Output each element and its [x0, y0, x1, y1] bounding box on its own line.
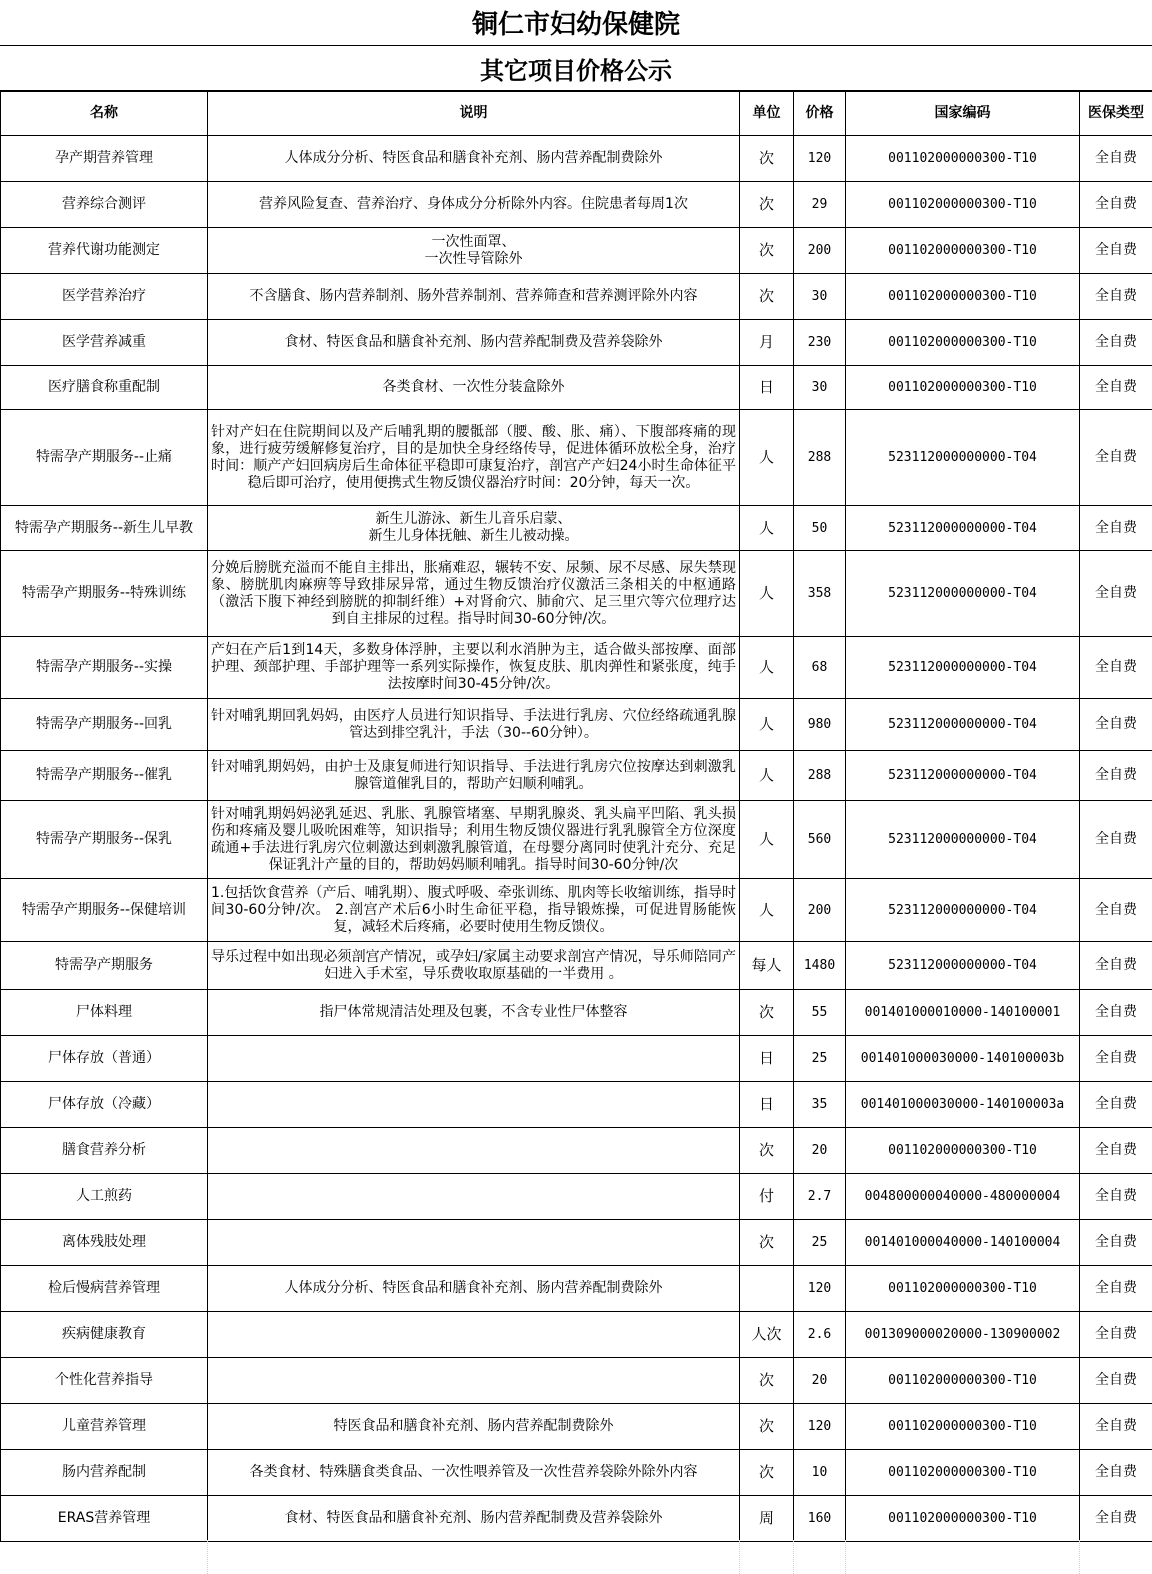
- item-insurance-type: 全自费: [1080, 182, 1152, 228]
- empty-grid-area: [0, 1540, 1152, 1574]
- item-insurance-type: 全自费: [1080, 1082, 1152, 1128]
- item-description: 针对产妇在住院期间以及产后哺乳期的腰骶部（腰、酸、胀、痛）、下腹部疼痛的现象，进行疲劳缓解修复治疗，目的是加快全身经络传导，促进体循环放松全身，治疗时间：顺产产妇回病房后生命体征平稳即可康复治疗，剖宫产产妇24小时生命体征平稳后即可治疗，使用便携式生物反馈仪器治疗时间：20分钟，每天一次。: [208, 410, 740, 506]
- item-unit: 付: [740, 1174, 794, 1220]
- table-row: [1, 990, 1152, 1036]
- item-name: 人工煎药: [1, 1174, 208, 1220]
- item-national-code: 523112000000000-T04: [846, 699, 1080, 751]
- item-unit: 次: [740, 182, 794, 228]
- table-row: [1, 637, 1152, 699]
- item-description: 各类食材、特殊膳食类食品、一次性喂养管及一次性营养袋除外除外内容: [208, 1450, 740, 1496]
- item-insurance-type: 全自费: [1080, 990, 1152, 1036]
- table-row: [1, 1128, 1152, 1174]
- item-unit: 人: [740, 751, 794, 801]
- item-price: 200: [794, 879, 846, 942]
- item-name: 医学营养减重: [1, 320, 208, 366]
- item-national-code: 523112000000000-T04: [846, 637, 1080, 699]
- item-national-code: 001102000000300-T10: [846, 1450, 1080, 1496]
- table-row: [1, 942, 1152, 990]
- item-unit: 次: [740, 990, 794, 1036]
- item-name: 特需孕产期服务--保健培训: [1, 879, 208, 942]
- item-unit: 次: [740, 1358, 794, 1404]
- item-national-code: 001102000000300-T10: [846, 1358, 1080, 1404]
- table-row: [1, 1266, 1152, 1312]
- item-description: 一次性面罩、 一次性导管除外: [208, 228, 740, 274]
- table-row: [1, 551, 1152, 637]
- column-header-unit: 单位: [740, 92, 794, 136]
- item-national-code: 001401000040000-140100004: [846, 1220, 1080, 1266]
- item-unit: 日: [740, 1036, 794, 1082]
- column-header-insurance: 医保类型: [1080, 92, 1152, 136]
- item-description: 食材、特医食品和膳食补充剂、肠内营养配制费及营养袋除外: [208, 320, 740, 366]
- table-row: [1, 1404, 1152, 1450]
- item-description: 导乐过程中如出现必须剖宫产情况，或孕妇/家属主动要求剖宫产情况，导乐师陪同产妇进入手术室，导乐费收取原基础的一半费用 。: [208, 942, 740, 990]
- item-description: [208, 1128, 740, 1174]
- item-price: 20: [794, 1358, 846, 1404]
- item-price: 560: [794, 801, 846, 879]
- item-description: [208, 1036, 740, 1082]
- item-name: ERAS营养管理: [1, 1496, 208, 1542]
- item-insurance-type: 全自费: [1080, 228, 1152, 274]
- item-name: 尸体存放（冷藏）: [1, 1082, 208, 1128]
- grid-line: [793, 1540, 794, 1574]
- column-header-price: 价格: [794, 92, 846, 136]
- item-description: 人体成分分析、特医食品和膳食补充剂、肠内营养配制费除外: [208, 1266, 740, 1312]
- item-price: 2.6: [794, 1312, 846, 1358]
- item-name: 特需孕产期服务--特殊训练: [1, 551, 208, 637]
- item-description: [208, 1082, 740, 1128]
- item-name: 特需孕产期服务--保乳: [1, 801, 208, 879]
- item-description: 针对哺乳期妈妈泌乳延迟、乳胀、乳腺管堵塞、早期乳腺炎、乳头扁平凹陷、乳头损伤和疼痛及婴儿吸吮困难等，知识指导；利用生物反馈仪器进行乳乳腺管全方位深度疏通+手法进行乳房穴位刺激达到刺激乳腺管道，在母婴分离同时使乳汁充分、充足保证乳汁产量的目的，帮助妈妈顺利哺乳。指导时间30-60分钟/次: [208, 801, 740, 879]
- item-name: 特需孕产期服务--回乳: [1, 699, 208, 751]
- item-insurance-type: 全自费: [1080, 1036, 1152, 1082]
- page-subtitle: 其它项目价格公示: [0, 46, 1152, 91]
- item-national-code: 523112000000000-T04: [846, 751, 1080, 801]
- item-description: 人体成分分析、特医食品和膳食补充剂、肠内营养配制费除外: [208, 136, 740, 182]
- item-insurance-type: 全自费: [1080, 801, 1152, 879]
- item-price: 29: [794, 182, 846, 228]
- item-national-code: 001401000030000-140100003a: [846, 1082, 1080, 1128]
- item-unit: 次: [740, 1128, 794, 1174]
- item-national-code: 001102000000300-T10: [846, 1496, 1080, 1542]
- table-row: [1, 136, 1152, 182]
- item-insurance-type: 全自费: [1080, 637, 1152, 699]
- item-price: 1480: [794, 942, 846, 990]
- item-unit: 每人: [740, 942, 794, 990]
- grid-line: [845, 1540, 846, 1574]
- item-description: 各类食材、一次性分装盒除外: [208, 366, 740, 410]
- item-insurance-type: 全自费: [1080, 879, 1152, 942]
- item-insurance-type: 全自费: [1080, 1496, 1152, 1542]
- table-row: [1, 699, 1152, 751]
- column-header-code: 国家编码: [846, 92, 1080, 136]
- item-insurance-type: 全自费: [1080, 506, 1152, 551]
- item-description: [208, 1220, 740, 1266]
- item-price: 25: [794, 1036, 846, 1082]
- item-unit: 次: [740, 1220, 794, 1266]
- item-description: 营养风险复查、营养治疗、身体成分分析除外内容。住院患者每周1次: [208, 182, 740, 228]
- grid-line: [739, 1540, 740, 1574]
- table-row: [1, 1174, 1152, 1220]
- item-national-code: 001102000000300-T10: [846, 182, 1080, 228]
- item-national-code: 523112000000000-T04: [846, 410, 1080, 506]
- item-unit: 人: [740, 637, 794, 699]
- item-name: 特需孕产期服务--催乳: [1, 751, 208, 801]
- item-description: 分娩后膀胱充溢而不能自主排出，胀痛难忍，辗转不安、尿频、尿不尽感、尿失禁现象、膀胱肌肉麻痹等导致排尿异常，通过生物反馈治疗仪激活三条相关的中枢通路（激活下腹下神经到膀胱的抑制纤维）+对肾俞穴、肺俞穴、足三里穴等穴位理疗达到自主排尿的过程。指导时间30-60分钟/次。: [208, 551, 740, 637]
- item-insurance-type: 全自费: [1080, 1174, 1152, 1220]
- item-price: 288: [794, 751, 846, 801]
- item-name: 特需孕产期服务--新生儿早教: [1, 506, 208, 551]
- item-national-code: 523112000000000-T04: [846, 801, 1080, 879]
- item-insurance-type: 全自费: [1080, 366, 1152, 410]
- item-price: 10: [794, 1450, 846, 1496]
- item-national-code: 523112000000000-T04: [846, 879, 1080, 942]
- item-insurance-type: 全自费: [1080, 551, 1152, 637]
- table-row: [1, 410, 1152, 506]
- item-price: 35: [794, 1082, 846, 1128]
- item-insurance-type: 全自费: [1080, 942, 1152, 990]
- column-header-name: 名称: [1, 92, 208, 136]
- item-name: 医学营养治疗: [1, 274, 208, 320]
- item-price: 68: [794, 637, 846, 699]
- hospital-title: 铜仁市妇幼保健院: [0, 0, 1152, 46]
- item-description: [208, 1358, 740, 1404]
- item-price: 55: [794, 990, 846, 1036]
- item-insurance-type: 全自费: [1080, 1404, 1152, 1450]
- table-row: [1, 1358, 1152, 1404]
- item-name: 膳食营养分析: [1, 1128, 208, 1174]
- column-header-desc: 说明: [208, 92, 740, 136]
- item-unit: 人: [740, 879, 794, 942]
- table-row: [1, 274, 1152, 320]
- price-table: [0, 91, 1152, 1542]
- item-price: 120: [794, 1266, 846, 1312]
- item-national-code: 523112000000000-T04: [846, 551, 1080, 637]
- table-row: [1, 801, 1152, 879]
- table-header-row: [1, 92, 1152, 136]
- item-unit: 次: [740, 228, 794, 274]
- item-name: 检后慢病营养管理: [1, 1266, 208, 1312]
- table-body: [1, 136, 1152, 1542]
- item-name: 特需孕产期服务--止痛: [1, 410, 208, 506]
- table-row: [1, 1496, 1152, 1542]
- item-unit: 人: [740, 801, 794, 879]
- table-row: [1, 506, 1152, 551]
- item-national-code: 001102000000300-T10: [846, 1128, 1080, 1174]
- item-national-code: 001102000000300-T10: [846, 136, 1080, 182]
- item-name: 尸体存放（普通）: [1, 1036, 208, 1082]
- item-insurance-type: 全自费: [1080, 1220, 1152, 1266]
- item-unit: 月: [740, 320, 794, 366]
- item-price: 50: [794, 506, 846, 551]
- item-national-code: 004800000040000-480000004: [846, 1174, 1080, 1220]
- item-national-code: 523112000000000-T04: [846, 506, 1080, 551]
- table-row: [1, 182, 1152, 228]
- item-name: 疾病健康教育: [1, 1312, 208, 1358]
- item-name: 特需孕产期服务--实操: [1, 637, 208, 699]
- item-national-code: 001102000000300-T10: [846, 274, 1080, 320]
- item-description: 针对哺乳期妈妈，由护士及康复师进行知识指导、手法进行乳房穴位按摩达到刺激乳腺管道催乳目的，帮助产妇顺利哺乳。: [208, 751, 740, 801]
- item-name: 营养代谢功能测定: [1, 228, 208, 274]
- item-unit: 次: [740, 136, 794, 182]
- item-national-code: 523112000000000-T04: [846, 942, 1080, 990]
- item-national-code: 001102000000300-T10: [846, 320, 1080, 366]
- item-insurance-type: 全自费: [1080, 1266, 1152, 1312]
- item-description: 食材、特医食品和膳食补充剂、肠内营养配制费及营养袋除外: [208, 1496, 740, 1542]
- item-price: 980: [794, 699, 846, 751]
- item-description: [208, 1312, 740, 1358]
- item-unit: 次: [740, 1450, 794, 1496]
- item-national-code: 001102000000300-T10: [846, 228, 1080, 274]
- item-national-code: 001401000010000-140100001: [846, 990, 1080, 1036]
- table-row: [1, 879, 1152, 942]
- item-unit: 人: [740, 410, 794, 506]
- item-name: 孕产期营养管理: [1, 136, 208, 182]
- item-unit: 人: [740, 551, 794, 637]
- item-insurance-type: 全自费: [1080, 1312, 1152, 1358]
- item-price: 25: [794, 1220, 846, 1266]
- table-row: [1, 1450, 1152, 1496]
- item-price: 20: [794, 1128, 846, 1174]
- table-row: [1, 1312, 1152, 1358]
- item-insurance-type: 全自费: [1080, 1450, 1152, 1496]
- item-price: 230: [794, 320, 846, 366]
- table-row: [1, 1082, 1152, 1128]
- item-national-code: 001102000000300-T10: [846, 366, 1080, 410]
- item-insurance-type: 全自费: [1080, 751, 1152, 801]
- item-price: 2.7: [794, 1174, 846, 1220]
- item-national-code: 001102000000300-T10: [846, 1404, 1080, 1450]
- item-national-code: 001102000000300-T10: [846, 1266, 1080, 1312]
- item-unit: 日: [740, 366, 794, 410]
- table-row: [1, 228, 1152, 274]
- item-price: 120: [794, 1404, 846, 1450]
- item-name: 离体残肢处理: [1, 1220, 208, 1266]
- item-price: 30: [794, 274, 846, 320]
- item-insurance-type: 全自费: [1080, 1128, 1152, 1174]
- item-unit: [740, 1266, 794, 1312]
- item-price: 358: [794, 551, 846, 637]
- table-row: [1, 1220, 1152, 1266]
- item-description: 不含膳食、肠内营养制剂、肠外营养制剂、营养筛查和营养测评除外内容: [208, 274, 740, 320]
- item-price: 288: [794, 410, 846, 506]
- item-unit: 人: [740, 699, 794, 751]
- item-description: [208, 1174, 740, 1220]
- item-unit: 次: [740, 274, 794, 320]
- item-name: 肠内营养配制: [1, 1450, 208, 1496]
- item-price: 30: [794, 366, 846, 410]
- item-name: 尸体料理: [1, 990, 208, 1036]
- item-name: 个性化营养指导: [1, 1358, 208, 1404]
- item-name: 儿童营养管理: [1, 1404, 208, 1450]
- item-description: 指尸体常规清洁处理及包裹，不含专业性尸体整容: [208, 990, 740, 1036]
- table-row: [1, 366, 1152, 410]
- item-price: 200: [794, 228, 846, 274]
- item-unit: 人: [740, 506, 794, 551]
- item-insurance-type: 全自费: [1080, 1358, 1152, 1404]
- item-unit: 次: [740, 1404, 794, 1450]
- item-price: 160: [794, 1496, 846, 1542]
- item-unit: 周: [740, 1496, 794, 1542]
- table-row: [1, 320, 1152, 366]
- grid-line: [1079, 1540, 1080, 1574]
- item-description: 特医食品和膳食补充剂、肠内营养配制费除外: [208, 1404, 740, 1450]
- table-row: [1, 1036, 1152, 1082]
- item-unit: 人次: [740, 1312, 794, 1358]
- item-description: 产妇在产后1到14天，多数身体浮肿，主要以利水消肿为主，适合做头部按摩、面部护理、颈部护理、手部护理等一系列实际操作，恢复皮肤、肌肉弹性和紧张度，纯手法按摩时间30-45分钟/次。: [208, 637, 740, 699]
- item-description: 新生儿游泳、新生儿音乐启蒙、 新生儿身体抚触、新生儿被动操。: [208, 506, 740, 551]
- item-insurance-type: 全自费: [1080, 136, 1152, 182]
- item-unit: 日: [740, 1082, 794, 1128]
- item-price: 120: [794, 136, 846, 182]
- item-description: 1.包括饮食营养（产后、哺乳期）、腹式呼吸、牵张训练、肌肉等长收缩训练，指导时间30-60分钟/次。 2.剖宫产术后6小时生命征平稳，指导锻炼操，可促进胃肠能恢复，减轻术后疼痛，必要时使用生物反馈仪。: [208, 879, 740, 942]
- item-insurance-type: 全自费: [1080, 320, 1152, 366]
- item-name: 医疗膳食称重配制: [1, 366, 208, 410]
- item-national-code: 001309000020000-130900002: [846, 1312, 1080, 1358]
- item-national-code: 001401000030000-140100003b: [846, 1036, 1080, 1082]
- item-name: 营养综合测评: [1, 182, 208, 228]
- table-row: [1, 751, 1152, 801]
- item-name: 特需孕产期服务: [1, 942, 208, 990]
- item-insurance-type: 全自费: [1080, 410, 1152, 506]
- grid-line: [207, 1540, 208, 1574]
- item-insurance-type: 全自费: [1080, 274, 1152, 320]
- item-insurance-type: 全自费: [1080, 699, 1152, 751]
- item-description: 针对哺乳期回乳妈妈，由医疗人员进行知识指导、手法进行乳房、穴位经络疏通乳腺管达到排空乳汁，手法（30--60分钟）。: [208, 699, 740, 751]
